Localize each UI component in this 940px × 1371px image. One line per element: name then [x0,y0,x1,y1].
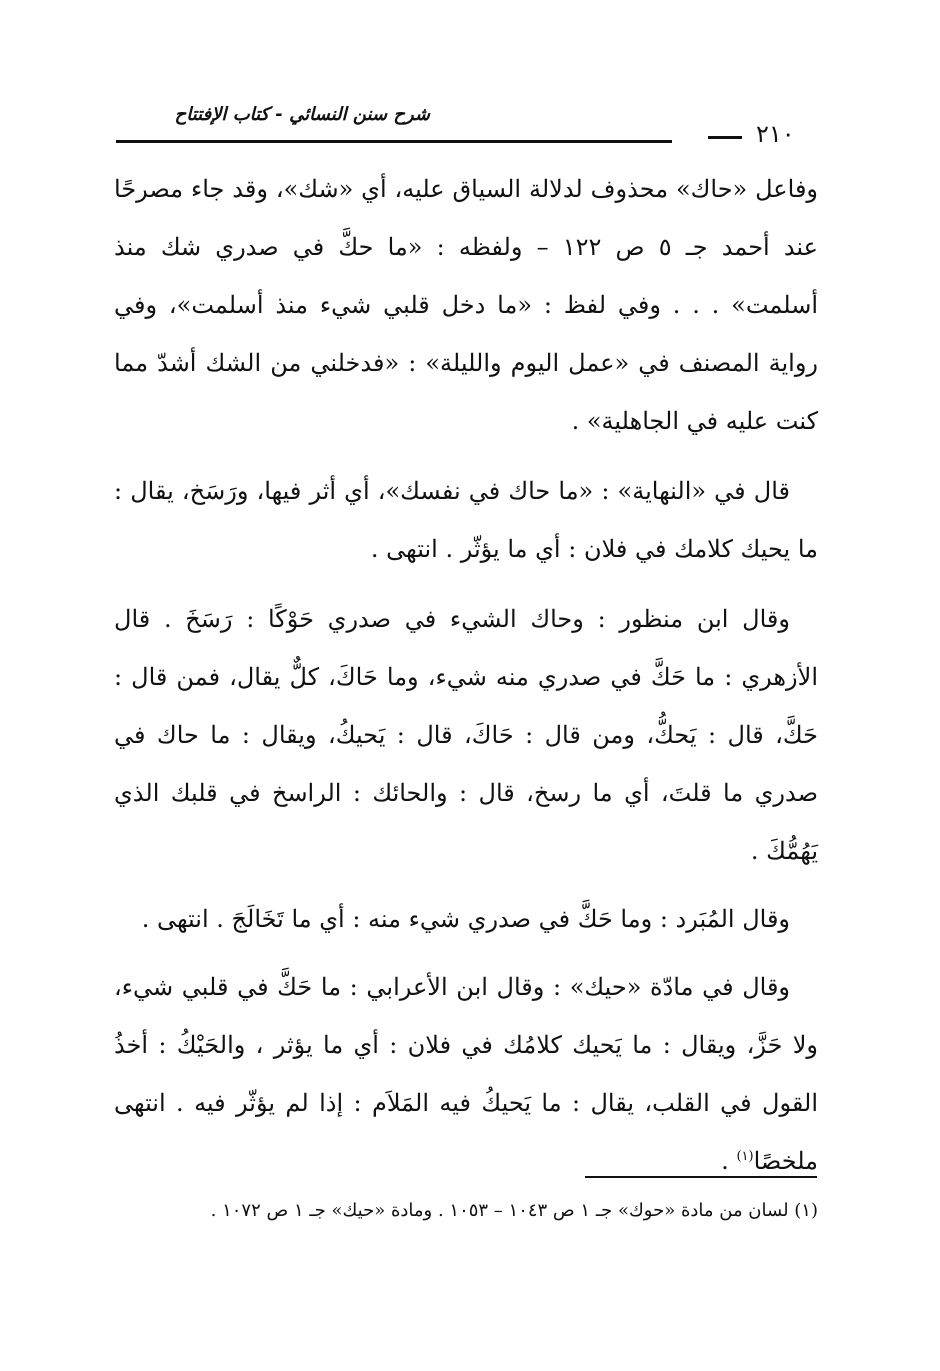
running-header-text: شرح سنن النسائي - كتاب الإفتتاح [174,104,430,125]
footnote-rule [585,1176,817,1178]
page-number-block [708,120,820,150]
paragraph-3: وقال ابن منظور : وحاك الشيء في صدري حَوْكًا : رَسَخَ . قال الأزهري : ما حَكَّ في صدري منه شيء، وما حَاكَ، كلٌّ يقال، فمن قال : حَكَّ، قال : يَحكُّ، ومن قال : حَاكَ، قال : يَحيكُ، ويقال : ما حاك في صدري ما قلتَ، أي ما رسخ، قال : والحائك : الراسخ في قلبك الذي يَهُمُّكَ . [114,605,818,865]
footnote: (١) لسان من مادة «حوك» جـ ١ ص ١٠٤٣ – ١٠٥٣ . ومادة «حيك» جـ ١ ص ١٠٧٢ . [210,1200,818,1221]
paragraph-5-end: . [721,1147,737,1175]
paragraph-2: قال في «النهاية» : «ما حاك في نفسك»، أي أثر فيها، ورَسَخ، يقال : ما يحيك كلامك في فلان : أي ما يؤثّر . انتهى . [114,477,818,563]
paragraph-1: وفاعل «حاك» محذوف لدلالة السياق عليه، أي «شك»، وقد جاء مصرحًا عند أحمد جـ ٥ ص ١٢٢ – ولفظه : «ما حكَّ في صدري شك منذ أسلمت» . . . وفي لفظ : «ما دخل قلبي شيء منذ أسلمت»، وفي رواية المصنف في «عمل اليوم والليلة» : «فدخلني من الشك أشدّ مما كنت عليه في الجاهلية» . [114,175,818,435]
paragraph-5-text: وقال في مادّة «حيك» : وقال ابن الأعرابي : ما حَكَّ في قلبي شيء، ولا حَزَّ، ويقال : ما يَحيك كلامُك في فلان : أي ما يؤثر ، والحَيْكُ : أخذُ القول في القلب، يقال : ما يَحيكُ فيه المَلاَم : إذا لم يؤثّر فيه . انتهى ملخصًا [114,973,818,1175]
paragraph-5 [114,958,818,1190]
footnote-reference: (١) [736,1149,754,1164]
main-text [114,160,818,1190]
running-header-title [174,104,430,125]
header-rule [116,140,672,143]
paragraph-4: وقال المُبَرد : وما حَكَّ في صدري شيء منه : أي ما تَخَالَجَ . انتهى . [141,905,790,933]
page-number: ٢١٠ [756,120,795,148]
page-number-dash [708,136,742,139]
